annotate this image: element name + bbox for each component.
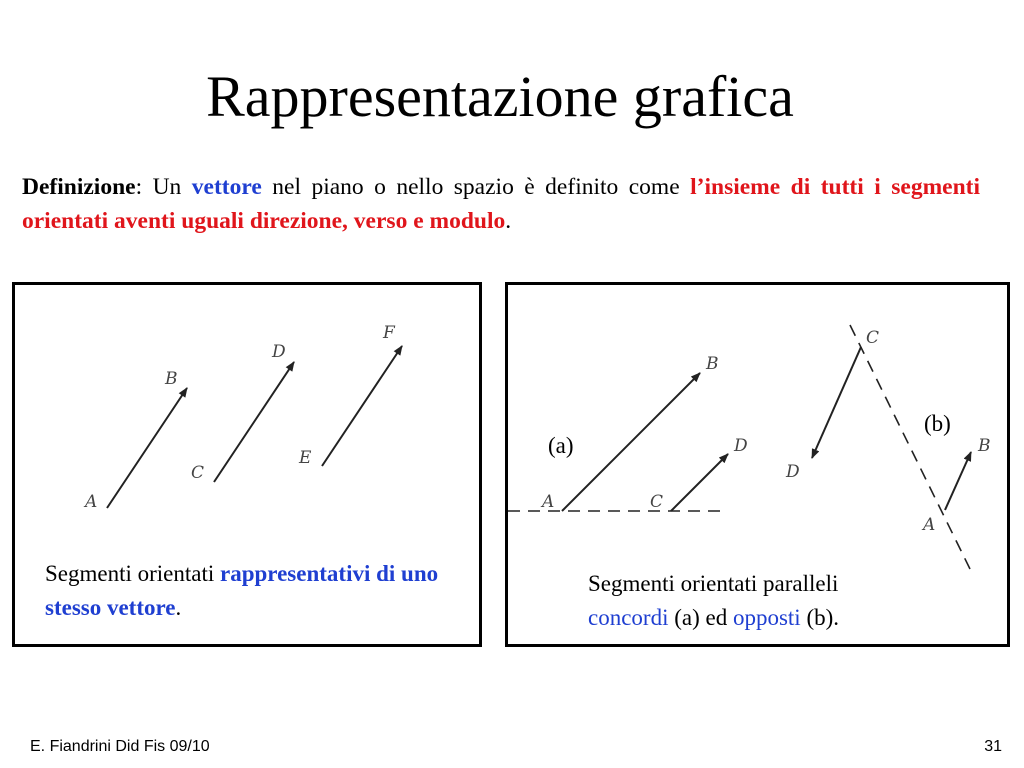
right-caption-end: (b).: [800, 605, 840, 630]
vector-b-cd: [812, 347, 861, 458]
vector-ab: [107, 388, 187, 508]
right-caption-opposti: opposti: [732, 605, 801, 630]
left-caption-highlight: rappresentativi di uno stesso vettore: [45, 561, 439, 620]
label-a-b: B: [706, 354, 719, 374]
definition-middle: nel piano o nello spazio è definito come: [261, 174, 691, 200]
right-caption-mid: (a) ed: [668, 605, 733, 630]
label-d: D: [272, 342, 286, 362]
line-b-dashed: [850, 325, 970, 569]
label-a-a: A: [542, 492, 555, 512]
left-caption-plain: Segmenti orientati: [45, 561, 221, 586]
label-b-a: A: [923, 515, 936, 535]
label-b: B: [165, 369, 178, 389]
vector-ef: [322, 346, 402, 466]
tag-b: (b): [924, 411, 951, 436]
label-f: F: [383, 323, 395, 343]
definition-term: Definizione: [22, 174, 136, 200]
right-caption-concordi: concordi: [588, 605, 669, 630]
definition-end: .: [505, 208, 512, 234]
vector-cd: [214, 362, 294, 482]
definition-keyword: vettore: [191, 174, 262, 200]
label-a-d: D: [734, 436, 748, 456]
label-c: C: [191, 463, 205, 483]
tag-a: (a): [548, 433, 574, 458]
parallel-vectors-panel: [505, 282, 1010, 647]
vector-b-ab: [945, 452, 971, 510]
label-e: E: [299, 448, 312, 468]
vector-a-ab: [562, 373, 700, 511]
label-a-c: C: [650, 492, 664, 512]
vector-a-cd: [671, 454, 728, 511]
page-number: 31: [984, 738, 1002, 755]
footer-author: E. Fiandrini Did Fis 09/10: [30, 738, 210, 755]
label-a: A: [85, 492, 98, 512]
definition-highlight: l’insieme di tutti i segmenti orientati aventi uguali direzione, verso e modulo: [22, 174, 980, 234]
label-b-c: C: [866, 328, 880, 348]
right-caption: [588, 567, 988, 635]
label-b-b: B: [978, 436, 991, 456]
definition-text: [22, 170, 980, 238]
equivalent-vectors-panel: [12, 282, 482, 647]
left-caption: [45, 557, 475, 625]
slide-title: Rappresentazione grafica: [206, 64, 794, 129]
definition-colon: : Un: [135, 174, 192, 200]
left-caption-end: .: [175, 595, 182, 620]
right-caption-line1: Segmenti orientati paralleli: [588, 571, 839, 596]
label-b-d: D: [786, 462, 800, 482]
